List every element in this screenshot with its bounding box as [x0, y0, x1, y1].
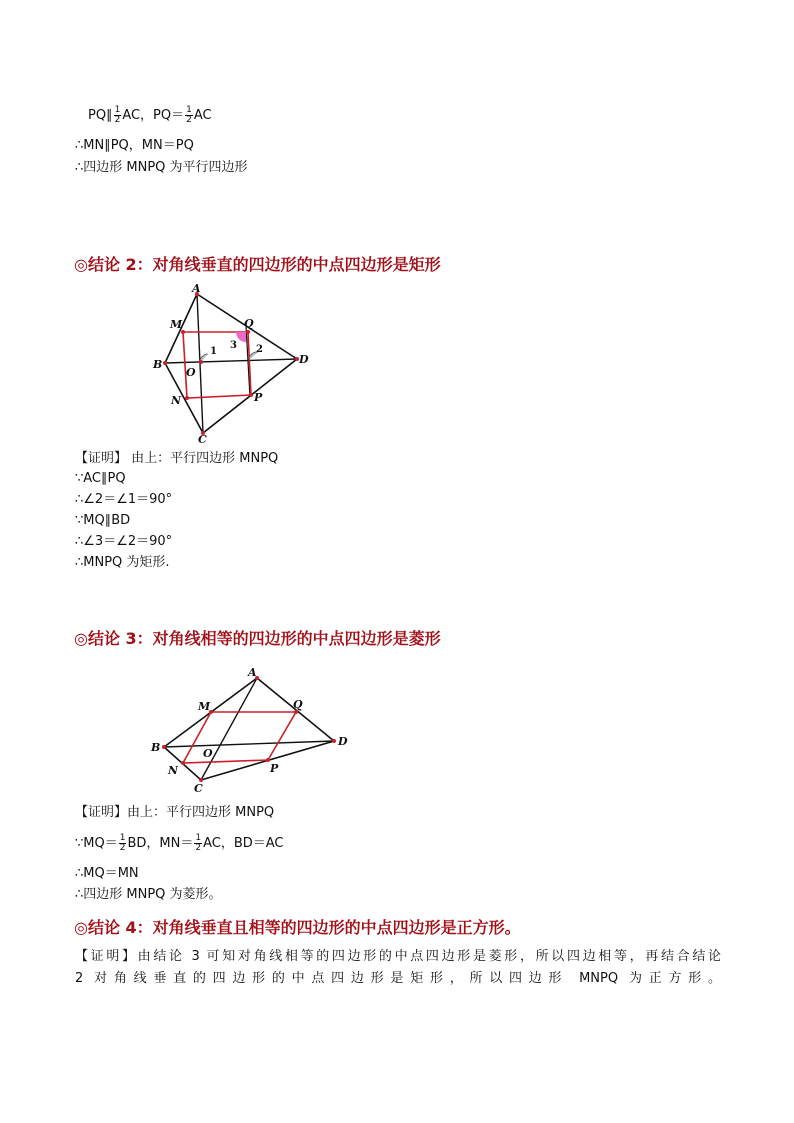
diagonal-ac	[201, 678, 257, 780]
c3-proof-line-1: 【证明】由上：平行四边形 MNPQ	[75, 805, 275, 820]
c3-proof-line-4: ∴四边形 MNPQ 为菱形。	[75, 887, 222, 902]
points	[163, 292, 299, 435]
c2-proof-line-2: ∵AC∥PQ	[75, 471, 126, 486]
c2-proof-line-3: ∴∠2＝∠1＝90°	[75, 492, 173, 507]
label-q: Q	[293, 698, 303, 711]
c2-proof-line-4: ∵MQ∥BD	[75, 513, 131, 528]
c3-proof-line-2	[75, 834, 284, 853]
label-angle1: 1	[210, 346, 217, 357]
proof-line-pq	[88, 106, 212, 125]
label-d: D	[338, 735, 348, 748]
label-o: O	[186, 366, 196, 379]
label-p: P	[270, 762, 279, 775]
fraction-numerator: 1	[195, 833, 202, 843]
conclusion2-figure	[150, 280, 320, 445]
label-q: Q	[244, 317, 254, 330]
fraction-half	[194, 834, 202, 853]
quad-outline	[164, 678, 334, 780]
label-b: B	[151, 741, 161, 754]
label-a: A	[192, 282, 201, 295]
fraction-denominator: 2	[119, 843, 126, 853]
proof-line-mn-pq: ∴MN∥PQ，MN＝PQ	[75, 138, 194, 153]
label-angle2: 2	[256, 344, 263, 355]
fraction-denominator: 2	[195, 843, 202, 853]
label-p: P	[254, 391, 263, 404]
fraction-numerator: 1	[114, 105, 121, 115]
fraction-half	[114, 106, 122, 125]
label-n: N	[171, 394, 182, 407]
fraction-denominator: 2	[114, 115, 121, 125]
label-m: M	[170, 318, 183, 331]
angle3-highlight	[236, 332, 246, 342]
c2-proof-line-5: ∴∠3＝∠2＝90°	[75, 534, 173, 549]
fraction-denominator: 2	[186, 115, 192, 125]
text-fragment: PQ∥	[88, 108, 113, 123]
label-o: O	[203, 747, 213, 760]
conclusion4-heading: ◎结论 4：对角线垂直且相等的四边形的中点四边形是正方形。	[74, 918, 521, 937]
label-d: D	[299, 353, 309, 366]
diagonal-bd	[164, 741, 334, 747]
text-fragment: BD，MN＝	[127, 836, 194, 851]
label-m: M	[198, 700, 211, 713]
fraction-numerator: 1	[186, 105, 192, 115]
c4-proof-line-1: 【证明】由结论 3 可知对角线相等的四边形的中点四边形是菱形，所以四边相等，再结合结论	[75, 949, 721, 964]
c4-proof-line-2: 2 对角线垂直的四边形的中点四边形是矩形，所以四边形 MNPQ 为正方形。	[75, 971, 721, 986]
text-fragment: ∵MQ＝	[75, 836, 118, 851]
label-n: N	[168, 764, 179, 777]
conclusion2-heading: ◎结论 2：对角线垂直的四边形的中点四边形是矩形	[74, 255, 441, 274]
fraction-numerator: 1	[119, 833, 126, 843]
label-c: C	[194, 782, 203, 795]
midpoint-rectangle	[183, 332, 251, 398]
c2-proof-line-6: ∴MNPQ 为矩形.	[75, 555, 170, 570]
c3-proof-line-3: ∴MQ＝MN	[75, 866, 139, 881]
label-b: B	[153, 358, 163, 371]
conclusion3-figure	[148, 662, 358, 797]
fraction-half	[185, 106, 193, 125]
c4-proof-paragraph	[75, 946, 721, 990]
label-angle3: 3	[230, 340, 237, 351]
c2-proof-line-1: 【证明】 由上：平行四边形 MNPQ	[75, 451, 279, 466]
label-a: A	[248, 666, 257, 679]
proof-line-parallelogram: ∴四边形 MNPQ 为平行四边形	[75, 160, 248, 175]
text-fragment: AC，PQ＝	[122, 108, 185, 123]
text-fragment: AC	[193, 108, 212, 123]
label-c: C	[198, 433, 207, 445]
text-fragment: AC，BD＝AC	[203, 836, 284, 851]
conclusion3-heading: ◎结论 3：对角线相等的四边形的中点四边形是菱形	[74, 629, 441, 648]
fraction-half	[119, 834, 127, 853]
